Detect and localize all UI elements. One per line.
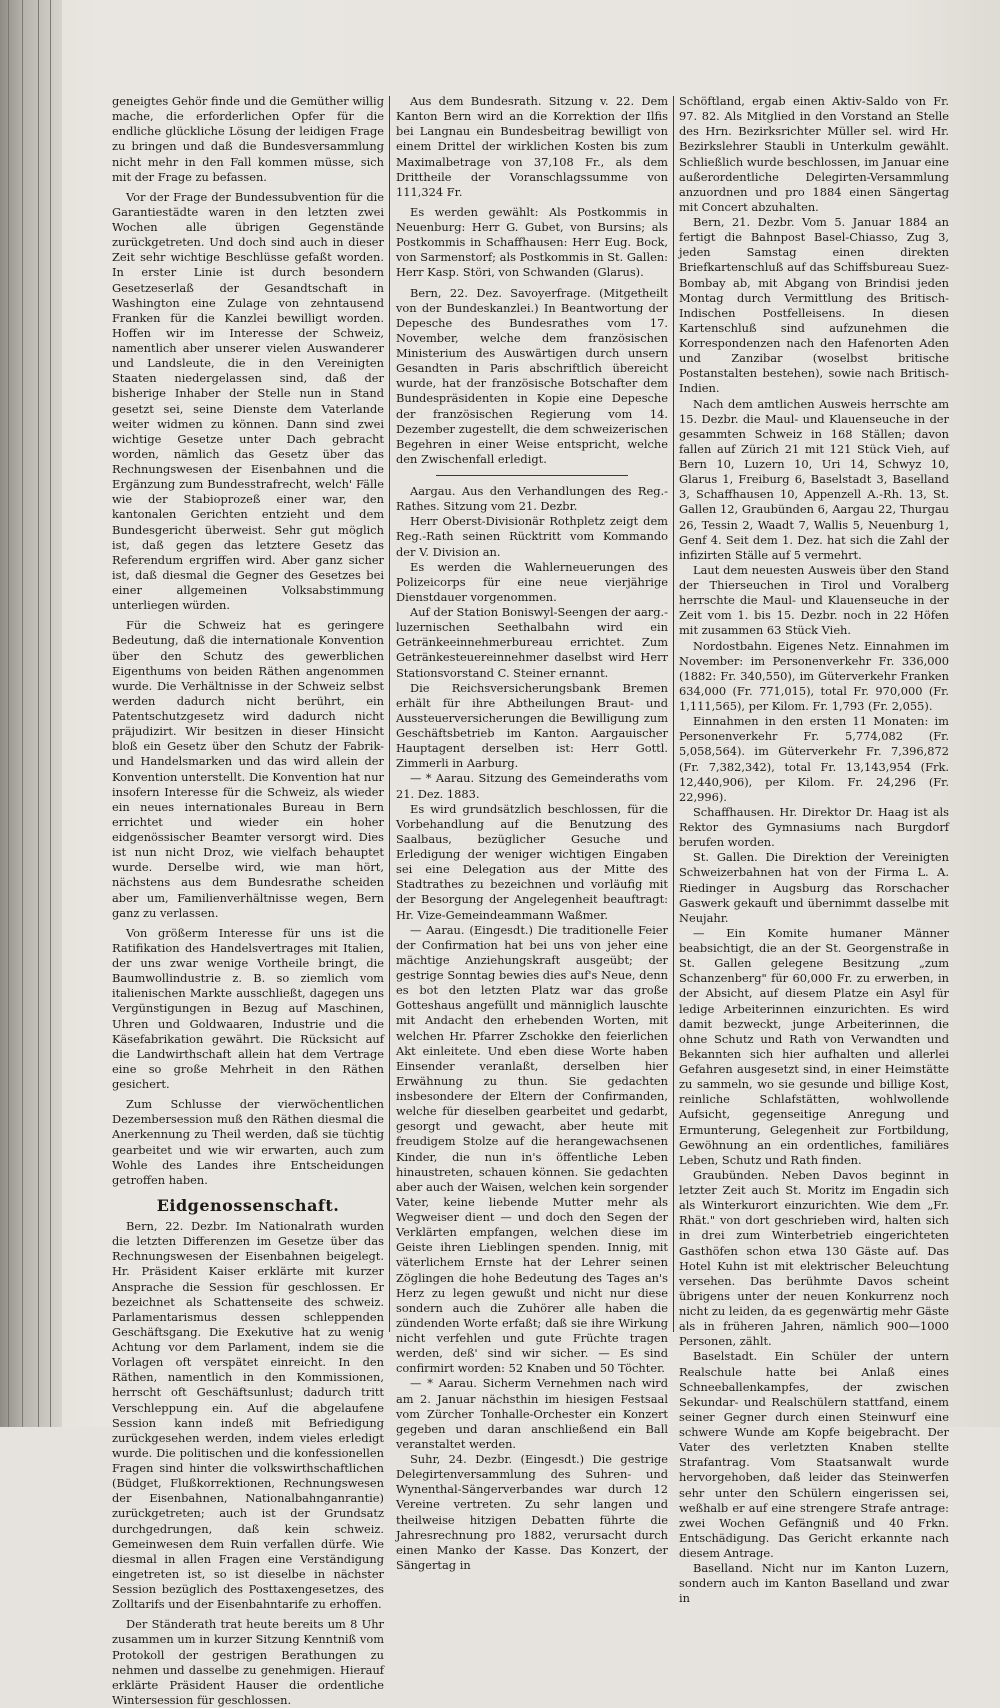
paragraph: Bern, 22. Dez. Savoyerfrage. (Mitgetheilt von der Bundeskanzlei.) In Beantwortung der Depesche des Bundesrathes vom 17. November, welche dem französischen Ministerium des Auswärtigen durch unsern Gesandten in Paris abschriftlich übereicht wurde, hat der französische Botschafter dem Bundespräsidenten in Kopie eine Depesche der französischen Regierung vom 14. Dezember zugestellt, die dem schweizerischen Begehren in einer Weise entspricht, welche den Zwischenfall erledigt. (396, 285, 668, 466)
paragraph: St. Gallen. Die Direktion der Vereinigten Schweizerbahnen hat von der Firma L. A. Riedinger in Augsburg das Rorschacher Gaswerk gekauft und übernimmt dasselbe mit Neujahr. (679, 850, 949, 925)
paragraph: Nach dem amtlichen Ausweis herrschte am 15. Dezbr. die Maul- und Klauenseuche in der gesammten Schweiz in 168 Ställen; davon fallen auf Zürich 21 mit 121 Stück Vieh, auf Bern 10, Luzern 10, Uri 14, Schwyz 10, Glarus 1, Freiburg 6, Baselstadt 3, Baselland 3, Schaffhausen 10, Appenzell A.-Rh. 13, St. Gallen 12, Graubünden 6, Aargau 22, Thurgau 26, Tessin 2, Waadt 7, Wallis 5, Neuenburg 1, Genf 4. Seit dem 1. Dez. hat sich die Zahl der infizirten Ställe auf 5 vermehrt. (679, 396, 949, 562)
paragraph: — Aarau. (Eingesdt.) Die traditionelle Feier der Confirmation hat bei uns von jeher eine mächtige Anziehungskraft ausgeübt; der gestrige Sonntag bewies dies auf's Neue, denn es bot den letzten Platz war das große Gotteshaus angefüllt und männiglich lauschte mit Andacht den erhebenden Worten, mit welchen Hr. Pfarrer Zschokke den feierlichen Akt einleitete. Und eben diese Worte haben Einsender veranlaßt, derselben hier Erwähnung zu thun. Sie gedachten insbesondere der Eltern der Confirmanden, welche für dieselben gearbeitet und gedarbt, gesorgt und gewacht, aber heute mit freudigem Stolze auf die herangewachsenen Kinder, die nun in's öffentliche Leben hinaustreten, schauen können. Sie gedachten aber auch der Waisen, welchen kein sorgender Vater, keine liebende Mutter mehr als Wegweiser dient — und doch den Segen der Verklärten empfangen, welchen diese im Geiste ihren Lieblingen spenden. Innig, mit väterlichem Ernste hat der Lehrer seinen Zöglingen die hohe Bedeutung des Tages an's Herz zu legen gewußt und nicht nur diese sondern auch die Zuhörer alle haben die zündenden Worte erfaßt; daß sie ihre Wirkung nicht verfehlen und gute Früchte tragen werden, deß' sind wir sicher. — Es sind confirmirt worden: 52 Knaben und 50 Töchter. (396, 922, 668, 1376)
paragraph: Vor der Frage der Bundessubvention für die Garantiestädte waren in den letzten zwei Wochen alle übrigen Gegenstände zurückgetreten. Und doch sind auch in dieser Zeit sehr wichtige Beschlüsse gefaßt worden. In erster Linie ist durch besondern Gesetzeserlaß der Gesandtschaft in Washington eine Zulage von zehntausend Franken für die Kanzlei bewilligt worden. Hoffen wir im Interesse der Schweiz, namentlich aber unserer vielen Auswanderer und Landsleute, die in den Vereinigten Staaten niedergelassen sind, daß der bisherige Inhaber der Stelle nun in Stand gesetzt sei, seine Dienste dem Vaterlande weiter widmen zu können. Dann sind zwei wichtige Gesetze unter Dach gebracht worden, nämlich das Gesetz über das Rechnungswesen der Eisenbahnen und die Ergänzung zum Bundesstrafrecht, welch' Fälle wie der Stabioprozeß einer war, den kantonalen Gerichten entzieht und dem Bundesgericht überweist. Sehr gut möglich ist, daß gegen das letztere Gesetz das Referendum ergriffen wird. Aber ganz sicher ist, daß diesmal die Gegner des Gesetzes bei einer allgemeinen Volksabstimmung unterliegen würden. (112, 189, 384, 613)
paragraph: Es werden gewählt: Als Postkommis in Neuenburg: Herr G. Gubet, von Bursins; als Postkommis in Schaffhausen: Herr Eug. Bock, von Sarmenstorf; als Postkommis in St. Gallen: Herr Kasp. Störi, von Schwanden (Glarus). (396, 204, 668, 280)
column-rule-right (673, 96, 674, 1332)
column-1 (112, 94, 384, 1707)
paragraph: Auf der Station Boniswyl-Seengen der aarg.-luzernischen Seethalbahn wird ein Getränkeeinnehmerbureau errichtet. Zum Getränkesteuereinnehmer daselbst wird Herr Stationsvorstand C. Steiner ernannt. (396, 605, 668, 680)
column-3 (679, 94, 949, 1606)
paragraph: Bern, 21. Dezbr. Vom 5. Januar 1884 an fertigt die Bahnpost Basel-Chiasso, Zug 3, jeden Samstag einen direkten Briefkartenschluß auf das Schiffsbureau Suez-Bombay ab, mit Abgang von Brindisi jeden Montag durch Vermittlung des Britisch-Indischen Postfelleisens. In diesen Kartenschluß sind aufzunehmen die Korrespondenzen nach den Hafenorten Aden und Zanzibar (woselbst britische Postanstalten bestehen), sowie nach Britisch-Indien. (679, 215, 949, 396)
paragraph: Von größerm Interesse für uns ist die Ratifikation des Handelsvertrages mit Italien, der uns zwar wenige Vortheile bringt, die Baumwollindustrie z. B. so ziemlich vom italienischen Markte ausschließt, dagegen uns Vergünstigungen in Bezug auf Maschinen, Uhren und Goldwaaren, Industrie und die Käsefabrikation gewährt. Die Rücksicht auf die Landwirthschaft allein hat dem Vertrage eine so große Mehrheit in den Räthen gesichert. (112, 925, 384, 1091)
column-2 (396, 94, 668, 1572)
paragraph: — * Aarau. Sitzung des Gemeinderaths vom 21. Dez. 1883. (396, 771, 668, 801)
paragraph: Herr Oberst-Divisionär Rothpletz zeigt dem Reg.-Rath seinen Rücktritt vom Kommando der V. Division an. (396, 514, 668, 559)
paragraph: Es werden die Wahlerneuerungen des Polizeicorps für eine neue vierjährige Dienstdauer vorgenommen. (396, 559, 668, 604)
paragraph: Der Ständerath trat heute bereits um 8 Uhr zusammen um in kurzer Sitzung Kenntniß vom Protokoll der gestrigen Berathungen zu nehmen und dasselbe zu genehmigen. Hierauf erklärte Präsident Hauser die ordentliche Wintersession für geschlossen. (112, 1617, 384, 1707)
paragraph: Suhr, 24. Dezbr. (Eingesdt.) Die gestrige Delegirtenversammlung des Suhren- und Wynenthal-Sängerverbandes war durch 12 Vereine vertreten. Zu sehr langen und theilweise hitzigen Debatten führte die Jahresrechnung pro 1882, verursacht durch einen Manko der Kasse. Das Konzert, der Sängertag in (396, 1452, 668, 1572)
paragraph: — * Aarau. Sicherm Vernehmen nach wird am 2. Januar nächsthin im hiesigen Festsaal vom Zürcher Tonhalle-Orchester ein Konzert gegeben und daran anschließend ein Ball veranstaltet werden. (396, 1376, 668, 1451)
paragraph: Nordostbahn. Eigenes Netz. Einnahmen im November: im Personenverkehr Fr. 336,000 (1882: Fr. 340,550), im Güterverkehr Franken 634,000 (Fr. 771,015), total Fr. 970,000 (Fr. 1,111,565), per Kilom. Fr. 1,793 (Fr. 2,055). (679, 638, 949, 713)
book-binding-edge (0, 0, 62, 1427)
paragraph: geneigtes Gehör finde und die Gemüther willig mache, die erforderlichen Opfer für die endliche glückliche Lösung der leidigen Frage zu bringen und daß die Bundesversammlung nicht mehr in den Fall kommen müsse, sich mit der Frage zu befassen. (112, 94, 384, 184)
paragraph: Aus dem Bundesrath. Sitzung v. 22. Dem Kanton Bern wird an die Korrektion der Ilfis bei Langnau ein Bundesbeitrag bewilligt von einem Drittel der wirklichen Kosten bis zum Maximalbetrage von 37,108 Fr., als dem Drittheile der Voranschlagssumme von 111,324 Fr. (396, 94, 668, 199)
divider (436, 475, 628, 476)
paragraph: Baselland. Nicht nur im Kanton Luzern, sondern auch im Kanton Baselland und zwar in (679, 1561, 949, 1606)
column-rule-left (389, 96, 390, 1332)
paragraph: Zum Schlusse der vierwöchentlichen Dezembersession muß den Räthen diesmal die Anerkennung zu Theil werden, daß sie tüchtig gearbeitet und wie wir erwarten, auch zum Wohle des Landes ihre Entscheidungen getroffen haben. (112, 1097, 384, 1187)
paragraph: Graubünden. Neben Davos beginnt in letzter Zeit auch St. Moritz im Engadin sich als Winterkurort einzurichten. Wie dem „Fr. Rhät." von dort geschrieben wird, halten sich in drei zum Winterbetrieb eingerichteten Gasthöfen schon etwa 130 Gäste auf. Das Hotel Kuhn ist mit elektrischer Beleuchtung versehen. Das berühmte Davos scheint übrigens unter der neuen Konkurrenz noch nicht zu leiden, da es gegenwärtig mehr Gäste als in früheren Jahren, nämlich 900—1000 Personen, zählt. (679, 1167, 949, 1349)
paragraph: — Ein Komite humaner Männer beabsichtigt, die an der St. Georgenstraße in St. Gallen gelegene Besitzung „zum Schanzenberg" für 60,000 Fr. zu erwerben, in der Absicht, auf diesem Platze ein Asyl für ledige Arbeiterinnen einzurichten. Es wird damit bezweckt, junge Arbeiterinnen, die ohne Schutz und Rath von Verwandten und Bekannten sich hier aufhalten und allerlei Gefahren ausgesetzt sind, in einer Heimstätte zu sammeln, wo sie gesunde und billige Kost, reinliche Schlafstätten, wohlwollende Aufsicht, gegenseitige Anregung und Ermunterung, Gelegenheit zur Fortbildung, Gewöhnung an ein ordentliches, familiäres Leben, Schutz und Rath finden. (679, 925, 949, 1167)
paragraph: Bern, 22. Dezbr. Im Nationalrath wurden die letzten Differenzen im Gesetze über das Rechnungswesen der Eisenbahnen beigelegt. Hr. Präsident Kaiser erklärte mit kurzer Ansprache die Session für geschlossen. Er bezeichnet als Schattenseite des schweiz. Parlamentarismus dessen schleppenden Geschäftsgang. Die Exekutive hat zu wenig Achtung vor dem Parlament, indem sie die Vorlagen oft verspätet einreicht. In den Räthen, namentlich in den Kommissionen, herrscht oft Geschäftsunlust; dadurch tritt Verschleppung ein. Auf die abgelaufene Session kann indeß mit Befriedigung zurückgesehen werden, indem vieles erledigt wurde. Die politischen und die konfessionellen Fragen sind hinter die volkswirthschaftlichen (Büdget, Flußkorrektionen, Rechnungswesen der Eisenbahnen, Nationalbahnganrantie) zurückgetreten; auch ist der Grundsatz durchgedrungen, daß kein schweiz. Gemeinwesen dem Ruin verfallen dürfe. Wie diesmal in allen Fragen eine Verständigung eingetreten ist, so ist dieselbe in nächster Session bezüglich des Posttaxengesetzes, des Zolltarifs und der Eisenbahntarife zu erhoffen. (112, 1219, 384, 1612)
paragraph: Baselstadt. Ein Schüler der untern Realschule hatte bei Anlaß eines Schneeballenkampfes, der zwischen Sekundar- und Realschülern stattfand, einem seiner Gegner durch einen Steinwurf eine schwere Wunde am Kopfe beigebracht. Der Vater des verletzten Knaben stellte Strafantrag. Vom Staatsanwalt wurde hervorgehoben, daß leider das Steinwerfen sehr unter den Schülern eingerissen sei, weßhalb er auf eine strengere Strafe antrage: zwei Wochen Gefängniß und 40 Frkn. Entschädigung. Das Gericht erkannte nach diesem Antrage. (679, 1349, 949, 1560)
paragraph: Aargau. Aus den Verhandlungen des Reg.-Rathes. Sitzung vom 21. Dezbr. (396, 484, 668, 514)
paragraph: Schaffhausen. Hr. Direktor Dr. Haag ist als Rektor des Gymnasiums nach Burgdorf berufen worden. (679, 804, 949, 850)
paragraph: Laut dem neuesten Ausweis über den Stand der Thierseuchen in Tirol und Voralberg herrschte die Maul- und Klauenseuche in der Zeit vom 1. bis 15. Dezbr. noch in 22 Höfen mit zusammen 63 Stück Vieh. (679, 562, 949, 638)
paragraph: Einnahmen in den ersten 11 Monaten: im Personenverkehr Fr. 5,774,082 (Fr. 5,058,564). im Güterverkehr Fr. 7,396,872 (Fr. 7,382,342), total Fr. 13,143,954 (Frk. 12,440,906), per Kilom. Fr. 24,296 (Fr. 22,996). (679, 714, 949, 804)
section-heading: Eidgenossenschaft. (156, 1195, 340, 1215)
paragraph: Schöftland, ergab einen Aktiv-Saldo von Fr. 97. 82. Als Mitglied in den Vorstand an Stelle des Hrn. Bezirksrichter Müller sel. wird Hr. Bezirkslehrer Staubli in Unterkulm gewählt. Schließlich wurde beschlossen, im Januar eine außerordentliche Delegirten-Versammlung anzuordnen und pro 1884 einen Sängertag mit Concert abzuhalten. (679, 94, 949, 214)
paragraph: Für die Schweiz hat es geringere Bedeutung, daß die internationale Konvention über den Schutz des gewerblichen Eigenthums von beiden Räthen angenommen wurde. Die Verhältnisse in der Schweiz selbst werden dadurch nicht berührt, ein Patentschutzgesetz wird dadurch nicht präjudizirt. Wir besitzen in dieser Hinsicht bloß ein Gesetz über den Schutz der Fabrik- und Handelsmarken und das wird allein der Konvention unterstellt. Die Konvention hat nur insofern Interesse für die Schweiz, als wieder ein neues internationales Bureau in Bern errichtet und wieder ein hoher eidgenössischer Beamter versorgt wird. Dies ist nun nicht Droz, wie vielfach behauptet wurde. Derselbe wird, wie man hört, nächstens aus dem Bundesrathe scheiden aber um, Familienverhältnisse wegen, Bern ganz zu verlassen. (112, 618, 384, 920)
paragraph: Die Reichsversicherungsbank Bremen erhält für ihre Abtheilungen Braut- und Aussteuerversicherungen die Bewilligung zum Geschäftsbetrieb im Kanton. Aargauischer Hauptagent derselben ist: Herr Gottl. Zimmerli in Aarburg. (396, 680, 668, 771)
paragraph: Es wird grundsätzlich beschlossen, für die Vorbehandlung auf die Benutzung des Saalbaus, bezüglicher Gesuche und Erledigung der weniger wichtigen Eingaben sei eine Delegation aus der Mitte des Stadtrathes zu bezeichnen und vorläufig mit der Besorgung der Angelegenheit beauftragt: Hr. Vize-Gemeindeammann Waßmer. (396, 801, 668, 922)
